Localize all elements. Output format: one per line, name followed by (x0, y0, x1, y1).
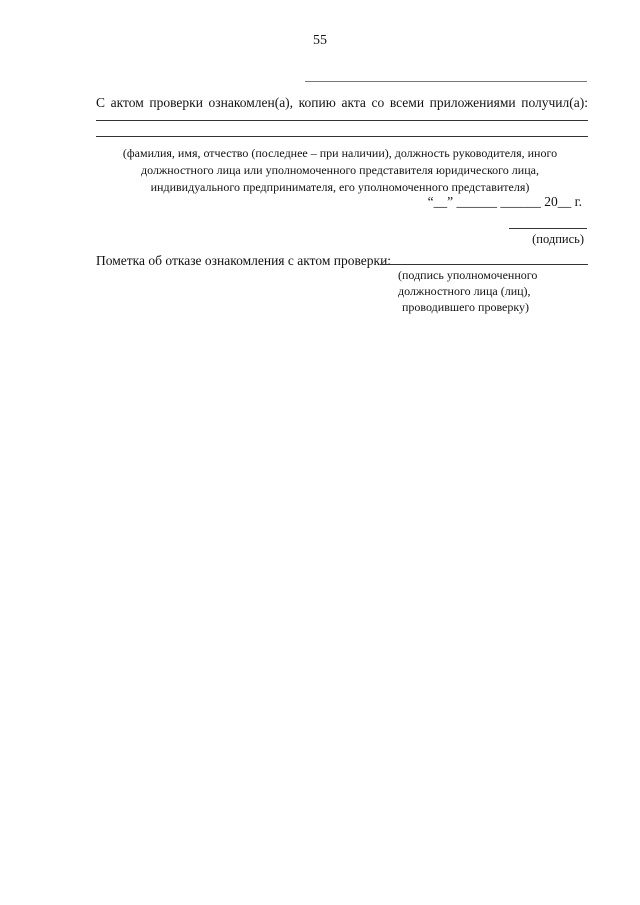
top-line (305, 81, 587, 82)
inspector-caption-line: (подпись уполномоченного (398, 268, 538, 282)
fill-line-1 (96, 120, 588, 121)
acquaintance-caption (100, 145, 580, 196)
inspector-caption-line: должностного лица (лиц), (398, 284, 531, 298)
signature-line (509, 228, 587, 229)
refusal-signature-line (380, 264, 588, 265)
fill-line-2 (96, 136, 588, 137)
caption-line: (фамилия, имя, отчество (последнее – при наличии), должность руководителя, иного (122, 146, 558, 160)
refusal-label: Пометка об отказе ознакомления с актом проверки: (96, 253, 392, 268)
caption-line: должностного лица или уполномоченного представителя юридического лица, (141, 163, 539, 177)
signature-caption: (подпись) (532, 232, 584, 246)
inspector-caption-line: проводившего проверку) (402, 300, 530, 314)
inspector-signature-caption (398, 267, 598, 315)
date-line: “__” ______ ______ 20__ г. (427, 194, 582, 209)
acquaintance-statement: С актом проверки ознакомлен(а), копию акта со всеми приложениями получил(а): (96, 95, 588, 110)
page-number: 55 (313, 33, 327, 48)
caption-line: индивидуального предпринимателя, его уполномоченного представителя) (150, 180, 530, 194)
